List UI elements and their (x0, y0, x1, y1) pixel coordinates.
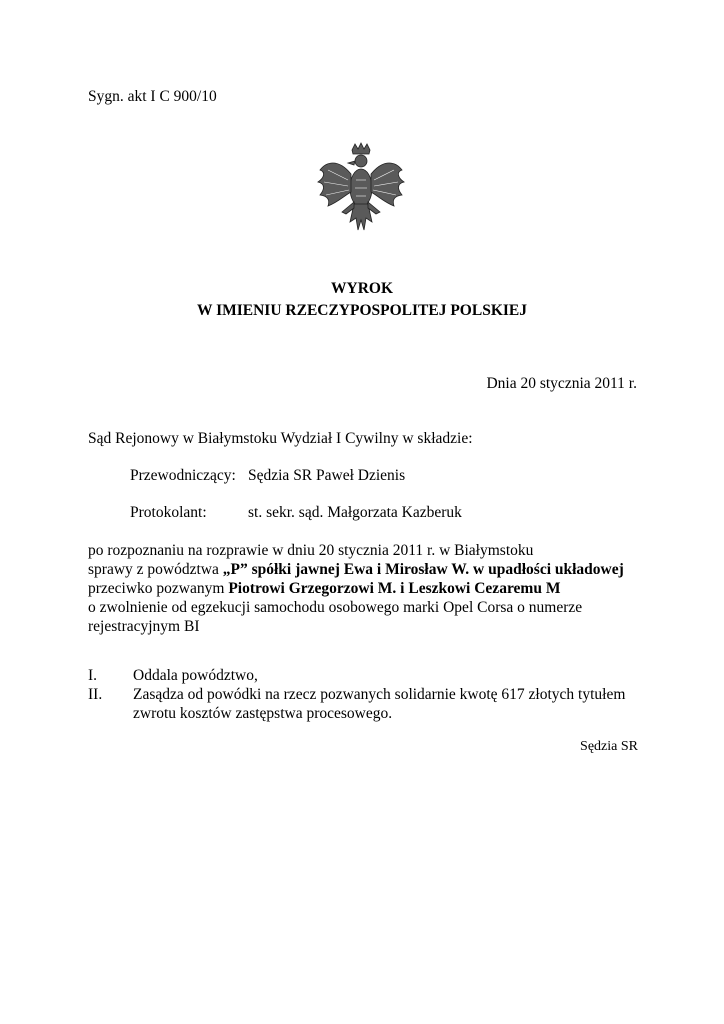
ruling-text: Zasądza od powódki na rzecz pozwanych solidarnie kwotę 617 złotych tytułem (133, 686, 626, 703)
plaintiff-name: „P” spółki jawnej Ewa i Mirosław W. w upadłości układowej (222, 561, 624, 578)
ruling-text: zwrotu kosztów zastępstwa procesowego. (133, 705, 393, 722)
ruling-number: I. (88, 667, 98, 684)
defendants-names: Piotrowi Grzegorzowi M. i Leszkowi Cezaremu M (228, 580, 561, 597)
case-number: Sygn. akt I C 900/10 (88, 88, 217, 105)
ruling-text: Oddala powództwo, (133, 667, 258, 684)
judge-signature: Sędzia SR (580, 739, 638, 754)
judgment-date: Dnia 20 stycznia 2011 r. (486, 375, 637, 392)
court-composition: Sąd Rejonowy w Białymstoku Wydział I Cywilny w składzie: (88, 430, 473, 447)
description-line (88, 560, 624, 579)
polish-eagle-emblem-icon (314, 140, 408, 240)
chair-value: Sędzia SR Paweł Dzienis (248, 467, 406, 484)
clerk-value: st. sekr. sąd. Małgorzata Kazberuk (248, 504, 462, 521)
chair-label: Przewodniczący: (130, 467, 236, 484)
clerk-label: Protokolant: (130, 504, 207, 521)
document-subtitle: W IMIENIU RZECZYPOSPOLITEJ POLSKIEJ (196, 302, 528, 319)
description-line: o zwolnienie od egzekucji samochodu osobowego marki Opel Corsa o numerze (88, 599, 583, 616)
description-line (88, 579, 624, 598)
ruling-number: II. (88, 686, 103, 703)
description-line: rejestracyjnym BI (88, 618, 200, 635)
plaintiff-prefix: sprawy z powództwa (88, 561, 223, 578)
defendants-prefix: przeciwko pozwanym (88, 580, 229, 597)
case-description (88, 541, 624, 636)
document-title: WYROK (331, 280, 393, 297)
description-line: po rozpoznaniu na rozprawie w dniu 20 stycznia 2011 r. w Białymstoku (88, 542, 534, 559)
